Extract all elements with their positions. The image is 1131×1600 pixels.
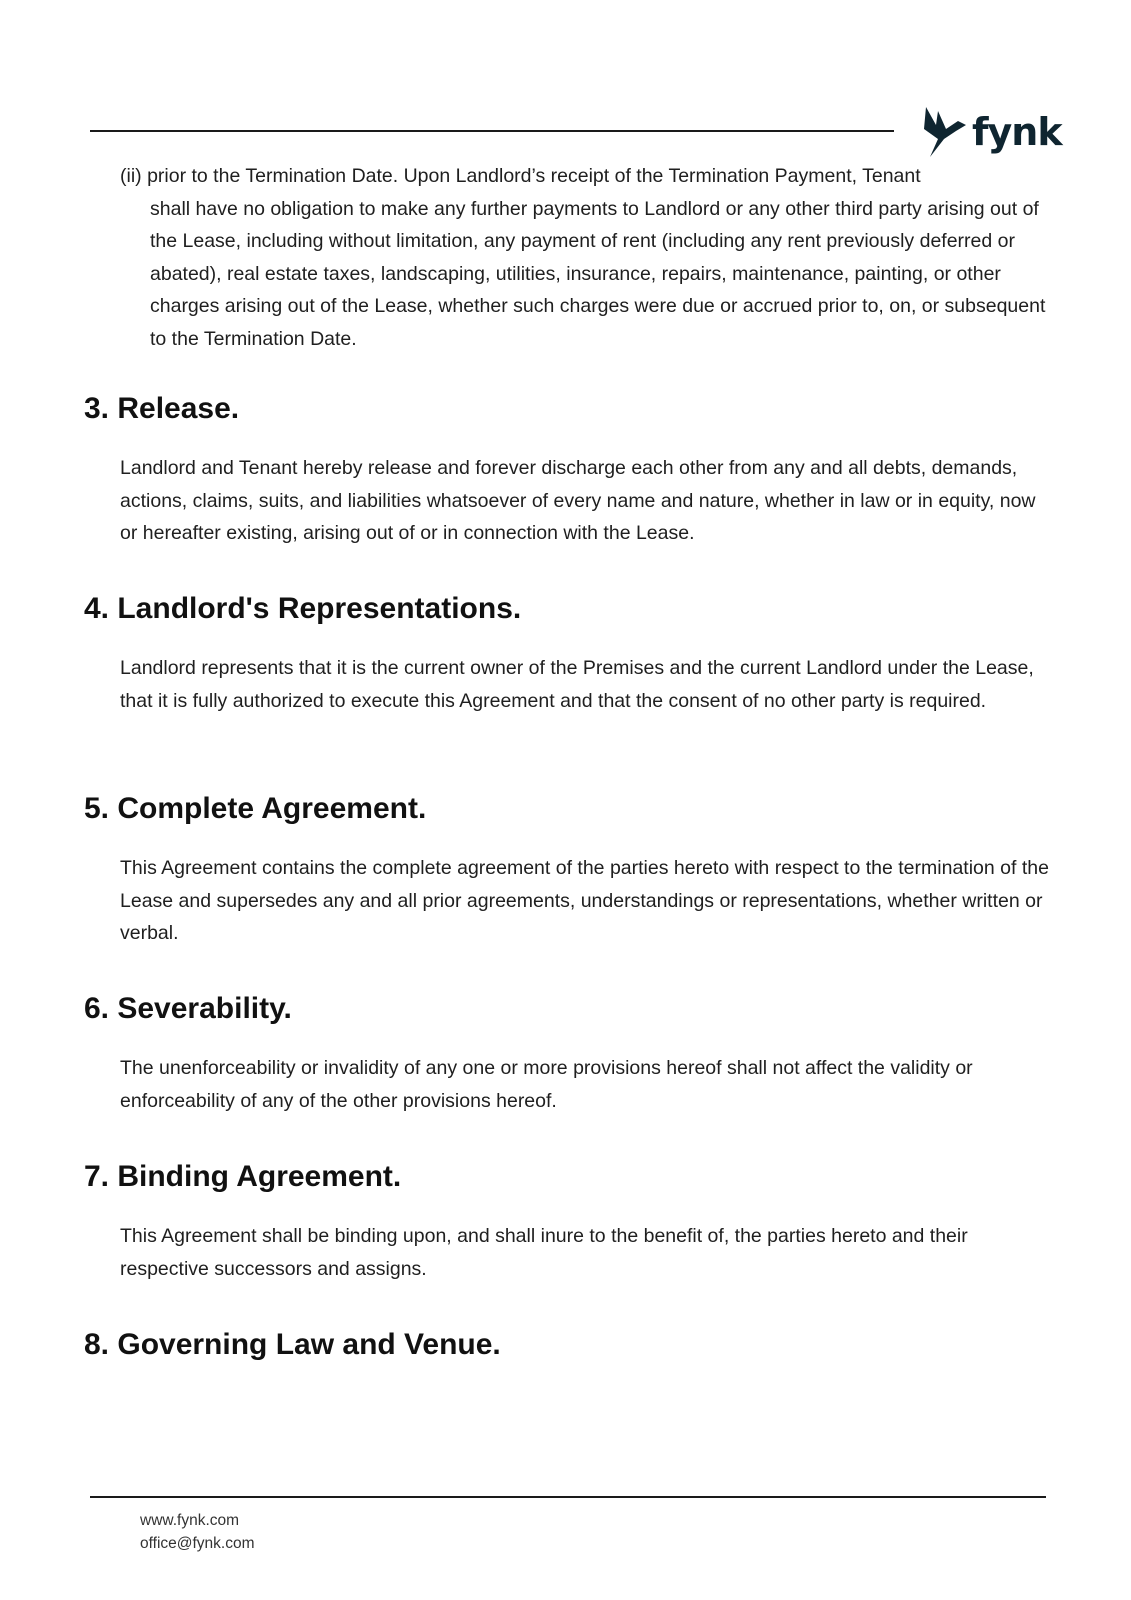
- section-heading-complete-agreement: 5. Complete Agreement.: [84, 792, 427, 825]
- footer: [140, 1509, 255, 1555]
- footer-email: office@fynk.com: [140, 1535, 255, 1552]
- intro-paragraph: [120, 160, 1050, 355]
- section-body-release: Landlord and Tenant hereby release and forever discharge each other from any and all debts, demands, actions, claims, suits, and liabilities whatsoever of every name and nature, whether in law or in equity, now or hereafter existing, arising out of or in connection with the Lease.: [120, 457, 1036, 544]
- section-heading-severability: 6. Severability.: [84, 992, 292, 1025]
- header-rule: [90, 130, 894, 132]
- section-body-binding-agreement: This Agreement shall be binding upon, and shall inure to the benefit of, the parties hereto and their respective successors and assigns.: [120, 1225, 968, 1280]
- section-body-complete-agreement: This Agreement contains the complete agreement of the parties hereto with respect to the termination of the Lease and supersedes any and all prior agreements, understandings or representations, whether written or verbal.: [120, 857, 1049, 944]
- section-heading-representations: 4. Landlord's Representations.: [84, 592, 522, 625]
- section-heading-release: 3. Release.: [84, 392, 240, 425]
- fynk-logo: [922, 104, 1062, 160]
- bird-logo-icon: [922, 105, 970, 159]
- intro-continuation: shall have no obligation to make any further payments to Landlord or any other third party arising out of the Lease, including without limitation, any payment of rent (including any rent previously deferred or abated), real estate taxes, landscaping, utilities, insurance, repairs, maintenance, painting, or other charges arising out of the Lease, whether such charges were due or accrued prior to, on, or subsequent to the Termination Date.: [150, 197, 1046, 350]
- section-heading-governing-law: 8. Governing Law and Venue.: [84, 1328, 501, 1361]
- footer-website: www.fynk.com: [140, 1512, 240, 1529]
- logo-text: fynk: [972, 110, 1062, 154]
- section-body-severability: The unenforceability or invalidity of any one or more provisions hereof shall not affect the validity or enforceability of any of the other provisions hereof.: [120, 1057, 973, 1112]
- footer-rule: [90, 1496, 1046, 1498]
- section-heading-binding-agreement: 7. Binding Agreement.: [84, 1160, 402, 1193]
- section-body-representations: Landlord represents that it is the current owner of the Premises and the current Landlord under the Lease, that it is fully authorized to execute this Agreement and that the consent of no other party is required.: [120, 657, 1034, 712]
- intro-first-line: (ii) prior to the Termination Date. Upon Landlord’s receipt of the Termination Payment, Tenant: [120, 165, 921, 187]
